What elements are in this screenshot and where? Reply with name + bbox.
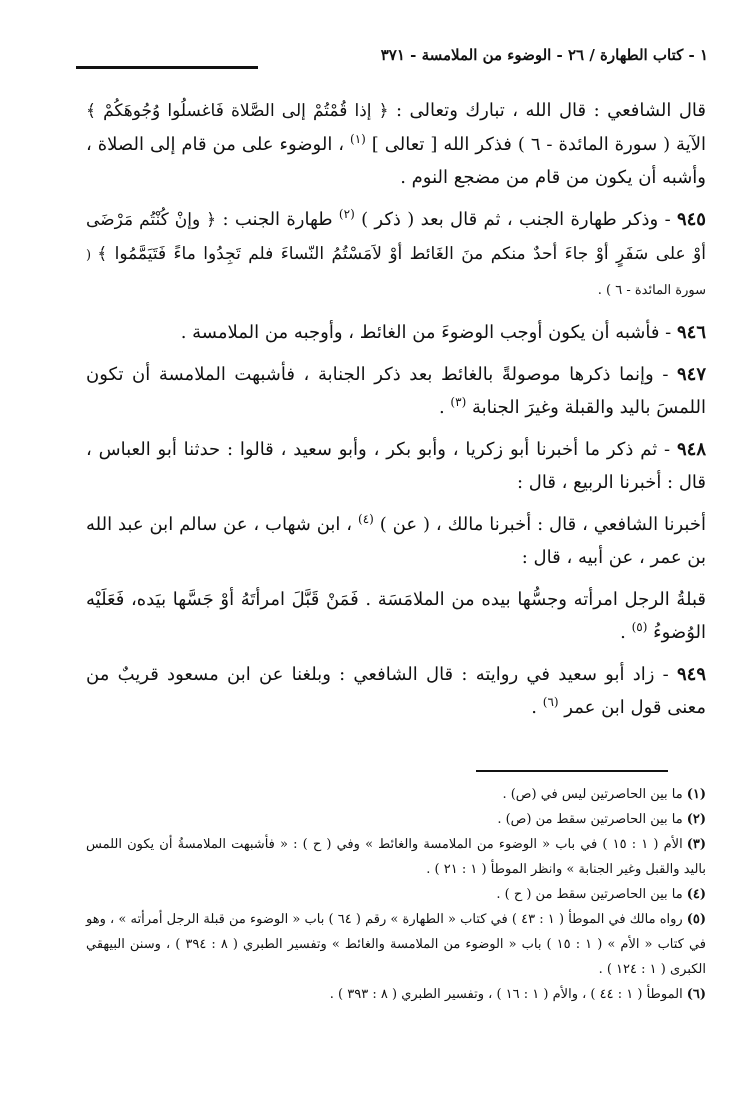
paragraph-number: ٩٤٨ xyxy=(676,439,706,460)
footnote-label: (٣) xyxy=(686,837,706,852)
paragraph-947 xyxy=(86,358,706,424)
text-segment: . xyxy=(438,397,451,418)
surah-reference: ( سورة المائدة - ٦ ) . xyxy=(86,248,706,298)
text-segment: طهارة الجنب : xyxy=(216,209,339,230)
paragraph-number: ٩٤٧ xyxy=(676,364,706,385)
quran-quote: ﴿ إذا قُمْتُمْ إلى الصَّلاة فَاغسلُوا وُجُوهَكُمْ ﴾ xyxy=(86,101,389,121)
footnote-text: ما بين الحاصرتين سقط من (ص) . xyxy=(497,812,683,827)
footnote xyxy=(86,907,706,982)
text-segment: قبلةُ الرجل امرأته وجسُّها بيده من الملامَسَة . فَمَنْ قَبَّلَ امرأتَهُ أوْ جَسَّها بيَده، فَعَلَيْه الوُضوءُ xyxy=(86,589,706,643)
footnote-text: ما بين الحاصرتين سقط من ( ح ) . xyxy=(496,887,683,902)
paragraph-number: ٩٤٩ xyxy=(676,664,706,685)
text-segment: ، الوضوء على من قام إلى الصلاة ، وأشبه أن يكون من قام من مضجع النوم . xyxy=(86,134,706,188)
header-rule xyxy=(76,66,258,69)
footnote-text: ما بين الحاصرتين ليس في (ص) . xyxy=(502,787,683,802)
text-segment: أخبرنا الشافعي ، قال : أخبرنا مالك ، ( عن ) xyxy=(373,514,706,535)
footnote-label: (١) xyxy=(686,787,706,802)
paragraph-hadith xyxy=(86,583,706,649)
running-title: ١ - كتاب الطهارة / ٢٦ - الوضوء من الملامسة - ٣٧١ xyxy=(380,46,708,64)
text-segment: - فأشبه أن يكون أوجب الوضوءَ من الغائط ، وأوجبه من الملامسة . xyxy=(180,322,677,343)
text-segment: - زاد أبو سعيد في روايته : قال الشافعي : وبلغنا عن ابن مسعود قريبٌ من معنى قول ابن عمر xyxy=(86,664,706,718)
footnote-ref: (٣) xyxy=(450,395,467,409)
footnote-ref: (٤) xyxy=(358,512,374,526)
text-segment: . xyxy=(620,622,632,643)
paragraph-isnad xyxy=(86,508,706,574)
text-segment: - ثم ذكر ما أخبرنا أبو زكريا ، وأبو بكر ، وأبو سعيد ، قالوا : حدثنا أبو العباس ، قال : أخبرنا الربيع ، قال : xyxy=(86,439,706,493)
paragraph-number: ٩٤٦ xyxy=(676,322,706,343)
footnotes xyxy=(86,782,706,1007)
footnote xyxy=(86,882,706,907)
text-segment: الآية ( سورة المائدة - ٦ ) فذكر الله [ تعالى ] xyxy=(365,134,706,155)
footnote-text: الموطأ ( ١ : ٤٤ ) ، والأم ( ١ : ١٦ ) ، وتفسير الطبري ( ٨ : ٣٩٣ ) . xyxy=(329,987,683,1002)
footnote-label: (٤) xyxy=(686,887,706,902)
footnote-label: (٢) xyxy=(686,812,706,827)
paragraph-948 xyxy=(86,433,706,499)
text-segment: ، ابن شهاب ، عن سالم ابن عبد الله بن عمر ، عن أبيه ، قال : xyxy=(86,514,706,568)
footnote-ref: (١) xyxy=(350,132,366,146)
text-segment: - وإنما ذكرها موصولةً بالغائط بعد ذكر الجنابة ، فأشبهت الملامسة أن تكون اللمسَ باليد والقبلة وغيرَ الجنابة xyxy=(86,364,706,418)
footnote-ref: (٦) xyxy=(542,695,559,709)
footnote-divider xyxy=(476,770,668,772)
footnote xyxy=(86,982,706,1007)
text-segment: . xyxy=(531,697,543,718)
footnote-ref: (٥) xyxy=(631,620,648,634)
footnote xyxy=(86,832,706,882)
main-text xyxy=(86,94,706,733)
footnote-text: الأم ( ١ : ١٥ ) في باب « الوضوء من الملامسة والغائط » وفي ( ح ) : « فأشبهت الملامسةُ أن يكون اللمس باليد والقبل وغير الجنابة » وانظر الموطأ ( ١ : ٢١ ) . xyxy=(86,837,706,877)
footnote xyxy=(86,807,706,832)
footnote-text: رواه مالك في الموطأ ( ١ : ٤٣ ) في كتاب « الطهارة » رقم ( ٦٤ ) باب « الوضوء من قبلة الرجل أمرأته » ، وهو في كتاب « الأم » ( ١ : ١٥ ) باب « الوضوء من الملامسة والغائط » وتفسير الطبري ( ٨ : ٣٩٤ ) ، وسنن البيهقي الكبرى ( ١ : ١٢٤ ) . xyxy=(86,912,706,977)
page-header xyxy=(76,46,708,80)
footnote-label: (٥) xyxy=(686,912,706,927)
paragraph-946 xyxy=(86,316,706,349)
quran-quote: ﴿ وإنْ كُنْتُم مَرْضَى أوْ على سَفَرٍ أوْ جاءَ أحدٌ منكم منَ الغَائط أوْ لاَمَسْتُمُ النّساءَ فلم تَجِدُوا ماءً فَتَيَمَّمُوا ﴾ xyxy=(86,210,706,264)
footnote xyxy=(86,782,706,807)
footnote-label: (٦) xyxy=(686,987,706,1002)
text-segment: قال الشافعي : قال الله ، تبارك وتعالى : xyxy=(388,100,707,121)
footnote-ref: (٢) xyxy=(338,207,355,221)
paragraph-949 xyxy=(86,658,706,724)
paragraph-number: ٩٤٥ xyxy=(676,209,706,230)
paragraph-945 xyxy=(86,203,706,307)
paragraph-intro xyxy=(86,94,706,194)
text-segment: - وذكر طهارة الجنب ، ثم قال بعد ( ذكر ) xyxy=(354,209,677,230)
